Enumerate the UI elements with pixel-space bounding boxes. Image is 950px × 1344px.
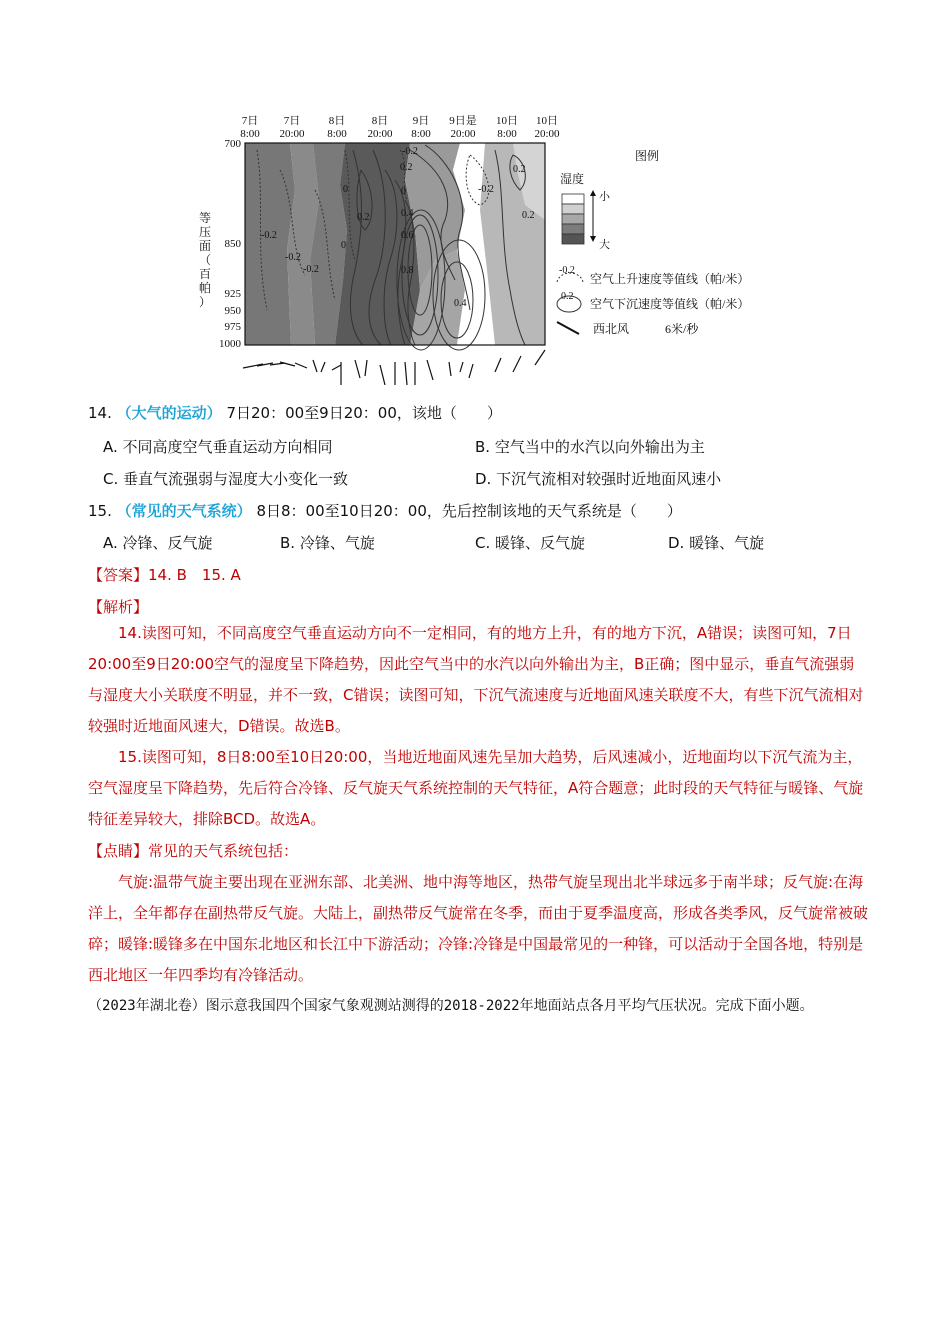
time-label: [279, 114, 305, 140]
svg-text:7日: 7日: [283, 115, 301, 127]
time-label: [411, 114, 431, 140]
svg-text:小: 小: [599, 191, 610, 203]
q14-option-c[interactable]: C. 垂直气流强弱与湿度大小变化一致: [103, 470, 349, 488]
question-14-stem: [88, 402, 502, 423]
svg-text:20:00: 20:00: [279, 128, 305, 140]
note-tag: 【点睛】: [88, 842, 149, 860]
question-number: 14.: [88, 404, 112, 422]
note-block: [88, 836, 868, 991]
q15-option-d[interactable]: D. 暖锋、气旋: [668, 534, 765, 552]
contour-label: 0.2: [522, 210, 535, 221]
y-tick-label: 700: [224, 138, 241, 150]
y-axis-label-char: ）: [198, 295, 212, 309]
y-tick-label: 950: [224, 305, 241, 317]
svg-text:8:00: 8:00: [411, 128, 431, 140]
q15-option-b[interactable]: B. 冷锋、气旋: [280, 534, 375, 552]
y-axis-label-char: 等: [198, 211, 212, 225]
svg-text:9日: 9日: [412, 115, 430, 127]
y-axis-label-char: 帕: [198, 281, 212, 295]
time-label: [534, 114, 560, 140]
note-lead: 常见的天气系统包括：: [148, 842, 299, 860]
svg-text:8日: 8日: [371, 115, 389, 127]
note-body: 气旋:温带气旋主要出现在亚洲东部、北美洲、地中海等地区，热带气旋呈现出北半球远多于南半球；反气旋:在海洋上，全年都存在副热带反气旋。大陆上，副热带反气旋常在冬季，而由于夏季温度高，形成各类季风，反气旋常被破碎；暖锋:暖锋多在中国东北地区和长江中下游活动；冷锋:冷锋是中国最常见的一种锋，可以活动于全国各地，特别是西北地区一年四季均有冷锋活动。: [88, 873, 869, 984]
humidity-swatch: [562, 194, 584, 204]
svg-text:0.2: 0.2: [561, 291, 574, 302]
time-label: [367, 114, 393, 140]
time-label: [327, 114, 347, 140]
plot-area: [245, 143, 545, 350]
svg-text:20:00: 20:00: [534, 128, 560, 140]
contour-label: 0: [401, 186, 406, 197]
svg-text:8:00: 8:00: [497, 128, 517, 140]
y-axis-label-char: （: [198, 253, 212, 267]
wind-arrows: [243, 350, 545, 385]
contour-label: 0: [341, 240, 346, 251]
svg-text:10日: 10日: [536, 115, 558, 127]
figure-svg: [195, 110, 765, 385]
legend: [557, 148, 749, 336]
q15-option-c[interactable]: C. 暖锋、反气旋: [475, 534, 586, 552]
svg-text:7日: 7日: [241, 115, 259, 127]
question-topic: （常见的天气系统）: [116, 502, 252, 520]
analysis-tag: 【解析】: [88, 598, 149, 616]
time-label: [449, 114, 477, 140]
contour-label: 0.2: [513, 164, 526, 175]
time-axis-labels: [240, 114, 560, 140]
svg-text:空气上升速度等值线（帕/米）: 空气上升速度等值线（帕/米）: [590, 272, 750, 286]
svg-text:西北风: 西北风: [593, 322, 630, 336]
y-tick-label: 1000: [219, 338, 241, 350]
question-number: 15.: [88, 502, 112, 520]
svg-text:20:00: 20:00: [450, 128, 476, 140]
svg-text:20:00: 20:00: [367, 128, 393, 140]
question-15-stem: [88, 500, 682, 521]
contour-label: -0.2: [285, 252, 301, 263]
contour-label: -0.2: [261, 230, 277, 241]
q15-option-a[interactable]: A. 冷锋、反气旋: [103, 534, 213, 552]
contour-label: 0.4: [454, 298, 467, 309]
q14-option-d[interactable]: D. 下沉气流相对较强时近地面风速小: [475, 470, 722, 488]
contour-label: 0.4: [401, 208, 414, 219]
contour-label: 0.6: [401, 230, 414, 241]
q14-option-a[interactable]: A. 不同高度空气垂直运动方向相同: [103, 438, 333, 456]
svg-text:图例: 图例: [635, 149, 660, 163]
intro-text: （2023年湖北卷）图示意我国四个国家气象观测站测得的2018-2022年地面站点各月平均气压状况。完成下面小题。: [88, 998, 814, 1014]
analysis-paragraph-15: 15.读图可知，8日8:00至10日20:00，当地近地面风速先呈加大趋势，后风速减小，近地面均以下沉气流为主，空气湿度呈下降趋势，先后符合冷锋、反气旋天气系统控制的天气特征，A符合题意；此时段的天气特征与暖锋、气旋特征差异较大，排除BCD。故选A。: [88, 748, 864, 828]
question-text: 8日8：00至10日20：00，先后控制该地的天气系统是（ ）: [256, 502, 682, 520]
y-tick-label: 850: [224, 238, 241, 250]
y-axis-label-char: 百: [198, 267, 212, 281]
svg-text:10日: 10日: [496, 115, 518, 127]
y-tick-label: 925: [224, 288, 241, 300]
y-tick-label: 975: [224, 321, 241, 333]
svg-text:大: 大: [599, 239, 610, 251]
y-axis-ticks: [219, 138, 242, 350]
svg-text:9日是: 9日是: [449, 115, 477, 127]
question-topic: （大气的运动）: [116, 404, 222, 422]
y-axis-label: [199, 211, 211, 309]
svg-text:8:00: 8:00: [327, 128, 347, 140]
contour-label: 0.8: [401, 265, 414, 276]
time-label: [240, 114, 260, 140]
analysis-paragraph-14: 14.读图可知，不同高度空气垂直运动方向不一定相同，有的地方上升，有的地方下沉，A错误；读图可知，7日20:00至9日20:00空气的湿度呈下降趋势，因此空气当中的水汽以向外输出为主，B正确；图中显示，垂直气流强弱与湿度大小关联度不明显，并不一致，C错误；读图可知，下沉气流速度与近地面风速关联度不大，有些下沉气流相对较强时近地面风速大，D错误。故选B。: [88, 624, 864, 735]
contour-label: 0.2: [357, 212, 370, 223]
time-label: [496, 114, 518, 140]
svg-text:8日: 8日: [328, 115, 346, 127]
contour-label: 0: [343, 184, 348, 195]
svg-text:空气下沉速度等值线（帕/米）: 空气下沉速度等值线（帕/米）: [590, 297, 750, 311]
svg-text:8:00: 8:00: [240, 128, 260, 140]
contour-label: -0.2: [478, 184, 494, 195]
humidity-swatch: [562, 224, 584, 234]
svg-text:-0.2: -0.2: [559, 265, 575, 276]
contour-label: -0.2: [402, 146, 418, 157]
q14-option-b[interactable]: B. 空气当中的水汽以向外输出为主: [475, 438, 705, 456]
humidity-swatch: [562, 214, 584, 224]
humidity-swatch: [562, 204, 584, 214]
humidity-swatch: [562, 234, 584, 244]
analysis-body: [88, 618, 868, 835]
weather-cross-section-figure: [195, 110, 765, 385]
contour-label: -0.2: [303, 264, 319, 275]
y-axis-label-char: 面: [198, 239, 212, 253]
answer-tag: 【答案】: [88, 566, 149, 584]
svg-text:湿度: 湿度: [560, 172, 585, 186]
question-text: 7日20：00至9日20：00，该地（ ）: [226, 404, 502, 422]
answer-line: [88, 564, 241, 585]
answer-text: 14. B 15. A: [148, 566, 241, 584]
next-question-intro: [88, 992, 868, 1020]
svg-text:6米/秒: 6米/秒: [665, 322, 699, 336]
y-axis-label-char: 压: [198, 225, 212, 239]
contour-label: 0.2: [400, 162, 413, 173]
